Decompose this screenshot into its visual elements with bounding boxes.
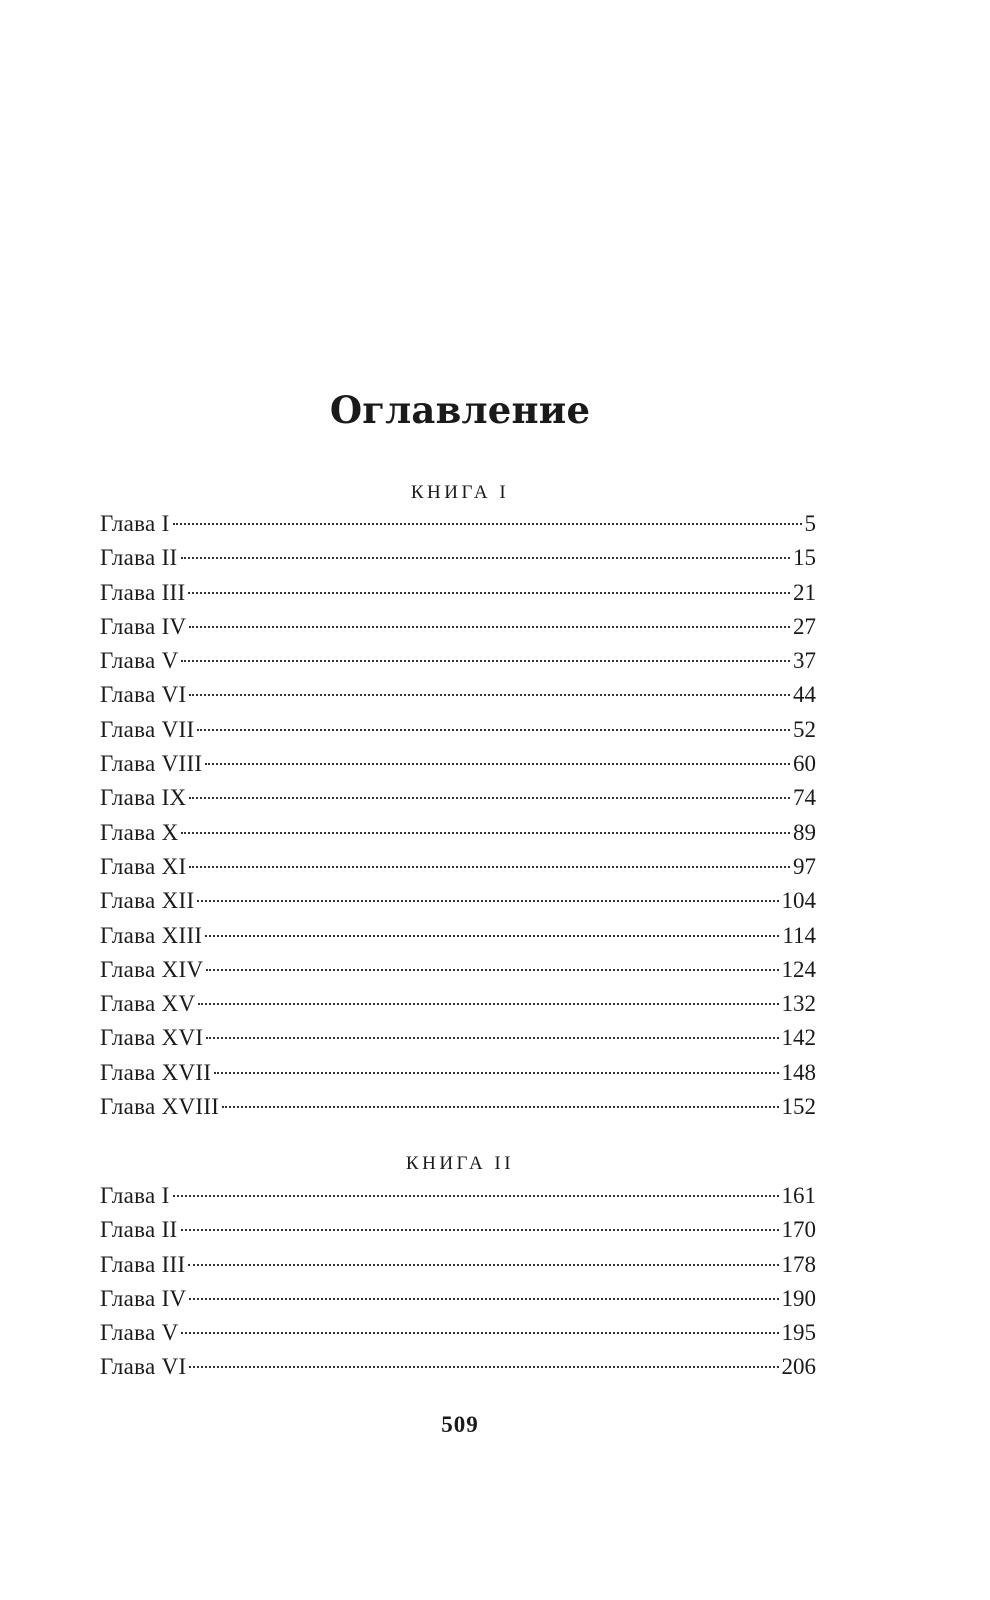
toc-entry: [100, 1179, 816, 1213]
toc-entry: [100, 713, 816, 747]
toc-entry-label: Глава XV: [100, 991, 196, 1017]
toc-entry-page: 74: [793, 785, 816, 811]
toc-entry: [100, 1282, 816, 1316]
toc-entry: [100, 1056, 816, 1090]
toc-dot-leader: [206, 969, 778, 971]
toc-entry-label: Глава X: [100, 819, 179, 845]
toc-entry-label: Глава XVI: [100, 1025, 204, 1051]
toc-entry-page: 27: [793, 613, 816, 639]
toc-dot-leader: [222, 1106, 778, 1108]
toc-entry: [100, 1021, 816, 1055]
toc-entry-label: Глава II: [100, 1217, 178, 1243]
toc-entry-page: 161: [781, 1183, 816, 1208]
toc-entry-page: 5: [804, 511, 816, 536]
toc-entry: [100, 781, 816, 815]
toc-entry-page: 97: [793, 853, 816, 879]
toc-dot-leader: [197, 900, 778, 902]
toc-entry: [100, 884, 816, 918]
toc-dot-leader: [181, 832, 790, 834]
toc-entry-label: Глава III: [100, 579, 186, 605]
toc-entry-page: 37: [793, 648, 816, 674]
toc-dot-leader: [214, 1072, 778, 1074]
toc-dot-leader: [181, 1332, 778, 1334]
toc-entry: [100, 816, 816, 850]
toc-entry-page: 60: [793, 751, 816, 777]
toc-entry: [100, 850, 816, 884]
toc-entry-label: Глава VI: [100, 682, 187, 708]
toc-dot-leader: [181, 660, 790, 662]
toc-entry-page: 89: [793, 819, 816, 845]
book-1-toc-list: [100, 507, 816, 1124]
toc-entry: [100, 987, 816, 1021]
toc-entry: [100, 1316, 816, 1350]
toc-dot-leader: [205, 763, 790, 765]
toc-dot-leader: [189, 626, 790, 628]
toc-entry-label: Глава II: [100, 545, 178, 571]
toc-entry-label: Глава XVIII: [100, 1094, 220, 1120]
toc-dot-leader: [188, 1264, 778, 1266]
toc-entry: [100, 610, 816, 644]
toc-entry-label: Глава XIII: [100, 922, 203, 948]
toc-dot-leader: [198, 1003, 778, 1005]
toc-entry-page: 152: [781, 1094, 816, 1120]
toc-dot-leader: [189, 797, 790, 799]
toc-entry-page: 178: [781, 1251, 816, 1277]
toc-entry-page: 148: [781, 1059, 816, 1085]
toc-entry-page: 21: [793, 579, 816, 605]
toc-dot-leader: [205, 935, 779, 937]
toc-dot-leader: [173, 1195, 779, 1197]
toc-entry: [100, 747, 816, 781]
toc-entry-label: Глава IV: [100, 1285, 187, 1311]
toc-entry-label: Глава IX: [100, 785, 187, 811]
toc-entry: [100, 678, 816, 712]
page-title: Оглавление: [329, 388, 591, 432]
toc-entry: [100, 507, 816, 541]
book-1-heading: КНИГА I: [410, 482, 510, 503]
toc-entry-label: Глава I: [100, 511, 170, 536]
toc-entry: [100, 1350, 816, 1384]
toc-entry-page: 132: [781, 991, 816, 1017]
toc-entry-page: 190: [781, 1285, 816, 1311]
toc-entry: [100, 576, 816, 610]
book-2-toc-list: [100, 1179, 816, 1385]
toc-entry-label: Глава XII: [100, 888, 195, 914]
toc-entry-page: 114: [782, 922, 816, 948]
toc-entry-page: 195: [781, 1320, 816, 1346]
toc-entry-label: Глава XVII: [100, 1059, 212, 1085]
toc-entry: [100, 541, 816, 575]
toc-entry-label: Глава I: [100, 1183, 170, 1208]
toc-entry: [100, 919, 816, 953]
toc-dot-leader: [181, 1229, 779, 1231]
toc-dot-leader: [181, 557, 791, 559]
toc-entry-label: Глава IV: [100, 613, 187, 639]
toc-entry-label: Глава XIV: [100, 956, 204, 982]
toc-entry-page: 15: [793, 545, 816, 571]
toc-entry-label: Глава VI: [100, 1354, 187, 1380]
toc-dot-leader: [197, 729, 790, 731]
toc-entry-label: Глава VIII: [100, 751, 203, 777]
toc-dot-leader: [189, 694, 790, 696]
toc-entry-page: 104: [781, 888, 816, 914]
toc-entry-label: Глава VII: [100, 716, 195, 742]
toc-entry: [100, 953, 816, 987]
toc-dot-leader: [188, 592, 790, 594]
toc-entry-page: 170: [781, 1217, 816, 1243]
toc-entry-page: 206: [781, 1354, 816, 1380]
toc-entry-label: Глава V: [100, 1320, 179, 1346]
toc-entry-page: 124: [781, 956, 816, 982]
toc-entry: [100, 1090, 816, 1124]
toc-entry-label: Глава III: [100, 1251, 186, 1277]
toc-entry: [100, 644, 816, 678]
book-2-heading: КНИГА II: [405, 1153, 515, 1174]
toc-dot-leader: [206, 1037, 778, 1039]
toc-entry: [100, 1248, 816, 1282]
page-number: 509: [441, 1412, 479, 1437]
toc-entry-page: 142: [781, 1025, 816, 1051]
toc-dot-leader: [189, 1298, 778, 1300]
toc-entry-page: 52: [793, 716, 816, 742]
toc-dot-leader: [189, 866, 790, 868]
toc-entry-label: Глава XI: [100, 853, 187, 879]
toc-dot-leader: [189, 1366, 778, 1368]
toc-entry-label: Глава V: [100, 648, 179, 674]
toc-dot-leader: [173, 523, 802, 525]
toc-entry: [100, 1213, 816, 1247]
toc-entry-page: 44: [793, 682, 816, 708]
